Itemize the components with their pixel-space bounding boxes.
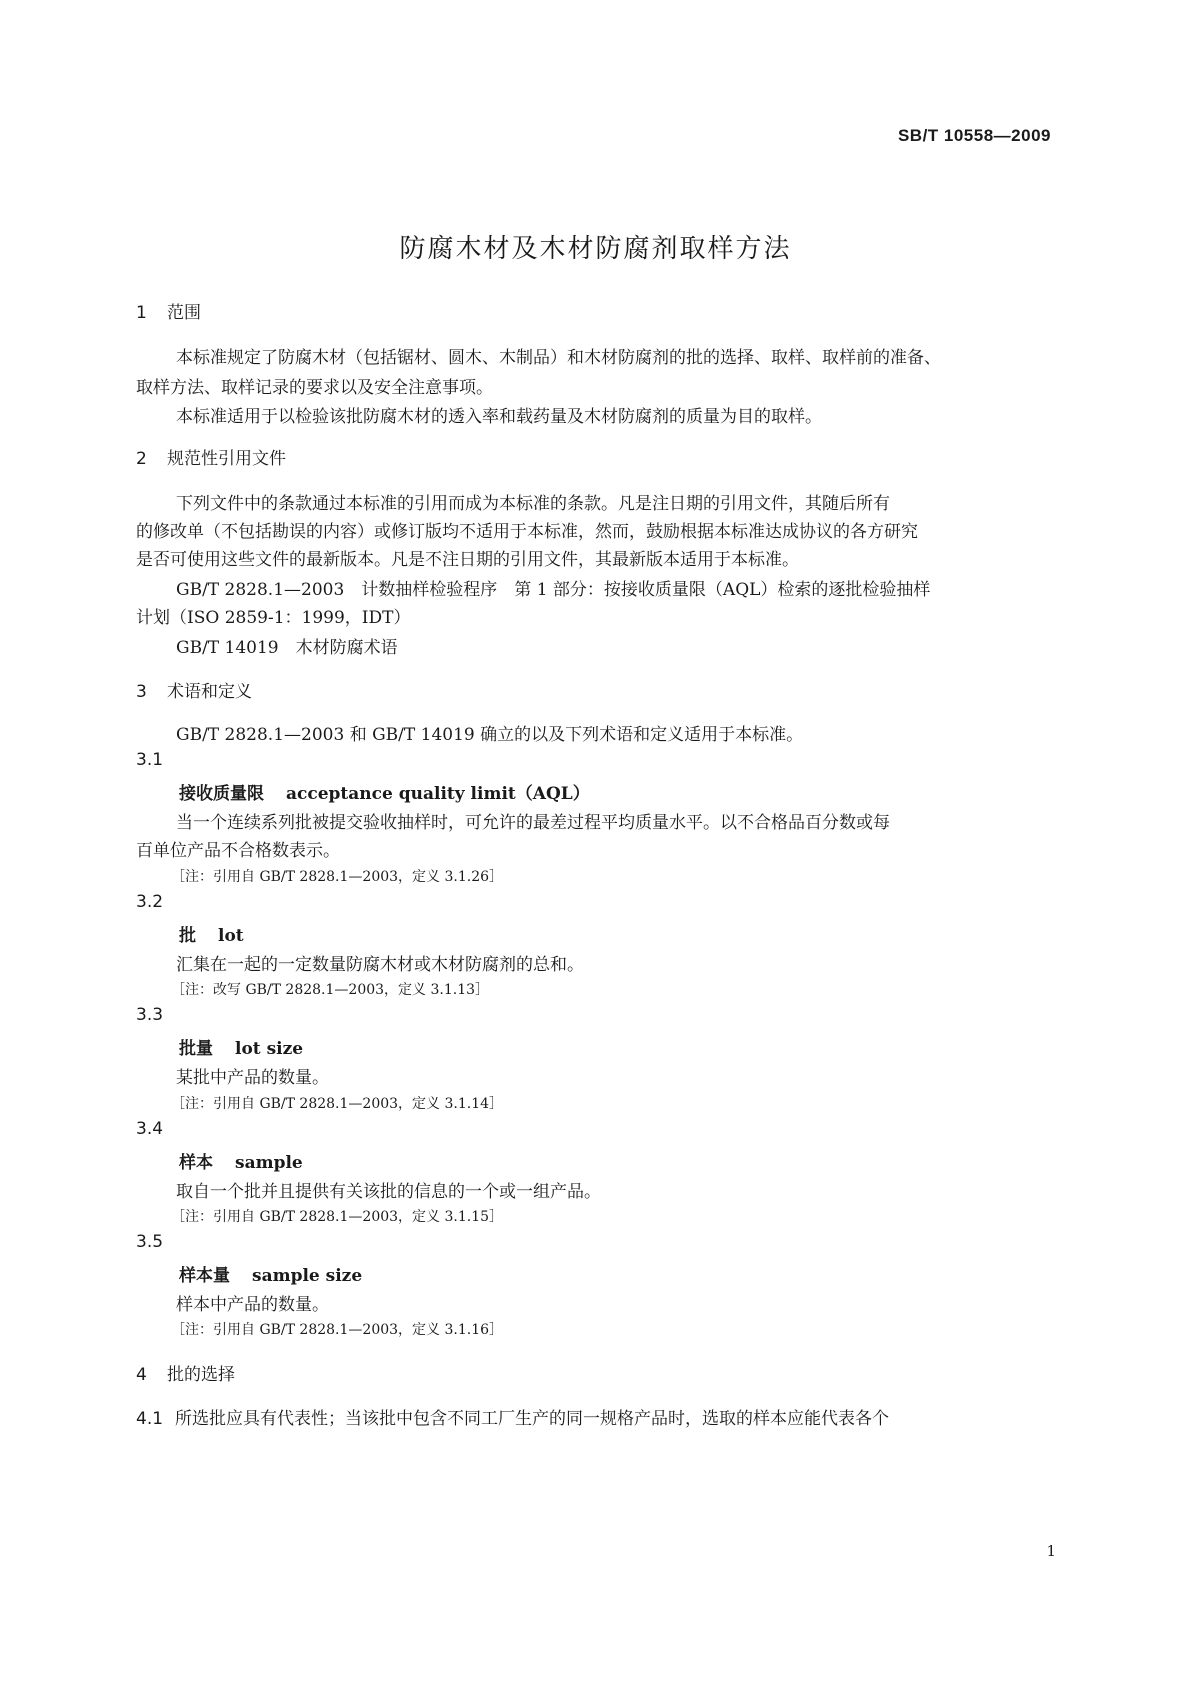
term-zh: 批 (179, 926, 196, 946)
term-heading (179, 1261, 362, 1286)
definition-line: 百单位产品不合格数表示。 (136, 841, 340, 861)
clause-text: 所选批应具有代表性；当该批中包含不同工厂生产的同一规格产品时，选取的样本应能代表各个 (175, 1409, 889, 1429)
term-number: 3.3 (136, 1005, 164, 1025)
term-heading (179, 1034, 303, 1059)
term-en: lot size (235, 1039, 304, 1059)
paragraph-line: 是否可使用这些文件的最新版本。凡是不注日期的引用文件，其最新版本适用于本标准。 (136, 550, 799, 570)
clause-4-1 (136, 1404, 889, 1429)
paragraph-line: GB/T 2828.1—2003 和 GB/T 14019 确立的以及下列术语和定义适用于本标准。 (176, 725, 804, 745)
paragraph-line: 本标准适用于以检验该批防腐木材的透入率和载药量及木材防腐剂的质量为目的取样。 (176, 407, 822, 427)
definition-line: 当一个连续系列批被提交验收抽样时，可允许的最差过程平均质量水平。以不合格品百分数或每 (176, 813, 890, 833)
definition-line: 取自一个批并且提供有关该批的信息的一个或一组产品。 (176, 1182, 601, 1202)
term-number: 3.2 (136, 892, 164, 912)
term-en: sample (235, 1153, 303, 1173)
reference-line: GB/T 14019 木材防腐术语 (176, 638, 398, 658)
clause-number: 4.1 (136, 1409, 164, 1429)
section-4-heading (136, 1360, 235, 1385)
term-en: acceptance quality limit（AQL） (286, 784, 590, 804)
definition-line: 样本中产品的数量。 (176, 1295, 329, 1315)
section-number: 4 (136, 1365, 147, 1385)
page-number: 1 (1046, 1542, 1056, 1560)
section-title: 批的选择 (167, 1365, 235, 1385)
term-zh: 批量 (179, 1039, 213, 1059)
term-note: ［注：引用自 GB/T 2828.1—2003，定义 3.1.26］ (171, 869, 504, 885)
reference-line: 计划（ISO 2859-1：1999，IDT） (136, 608, 411, 628)
term-zh: 样本量 (179, 1266, 230, 1286)
paragraph-line: 的修改单（不包括勘误的内容）或修订版均不适用于本标准，然而，鼓励根据本标准达成协议的各方研究 (136, 522, 918, 542)
term-number: 3.4 (136, 1119, 164, 1139)
reference-line: GB/T 2828.1—2003 计数抽样检验程序 第 1 部分：按接收质量限（AQL）检索的逐批检验抽样 (176, 580, 931, 600)
term-note: ［注：引用自 GB/T 2828.1—2003，定义 3.1.14］ (171, 1096, 504, 1112)
term-heading (179, 779, 590, 804)
term-number: 3.5 (136, 1232, 164, 1252)
paragraph-line: 下列文件中的条款通过本标准的引用而成为本标准的条款。凡是注日期的引用文件，其随后所有 (176, 494, 890, 514)
term-en: lot (218, 926, 244, 946)
definition-line: 某批中产品的数量。 (176, 1068, 329, 1088)
section-number: 2 (136, 449, 147, 469)
term-note: ［注：引用自 GB/T 2828.1—2003，定义 3.1.15］ (171, 1209, 504, 1225)
term-en: sample size (252, 1266, 363, 1286)
term-number: 3.1 (136, 750, 164, 770)
section-1-heading (136, 298, 201, 323)
section-title: 规范性引用文件 (167, 449, 286, 469)
section-number: 3 (136, 682, 147, 702)
paragraph-line: 取样方法、取样记录的要求以及安全注意事项。 (136, 378, 493, 398)
term-note: ［注：改写 GB/T 2828.1—2003，定义 3.1.13］ (171, 982, 490, 998)
section-number: 1 (136, 303, 147, 323)
definition-line: 汇集在一起的一定数量防腐木材或木材防腐剂的总和。 (176, 955, 584, 975)
standard-number: SB/T 10558—2009 (897, 126, 1051, 145)
term-heading (179, 921, 244, 946)
term-heading (179, 1148, 303, 1173)
section-2-heading (136, 444, 286, 469)
term-zh: 样本 (179, 1153, 213, 1173)
term-note: ［注：引用自 GB/T 2828.1—2003，定义 3.1.16］ (171, 1322, 504, 1338)
page-title: 防腐木材及木材防腐剂取样方法 (399, 234, 792, 264)
section-3-heading (136, 677, 252, 702)
paragraph-line: 本标准规定了防腐木材（包括锯材、圆木、木制品）和木材防腐剂的批的选择、取样、取样前的准备、 (176, 348, 941, 368)
section-title: 术语和定义 (167, 682, 252, 702)
section-title: 范围 (167, 303, 201, 323)
term-zh: 接收质量限 (179, 784, 264, 804)
